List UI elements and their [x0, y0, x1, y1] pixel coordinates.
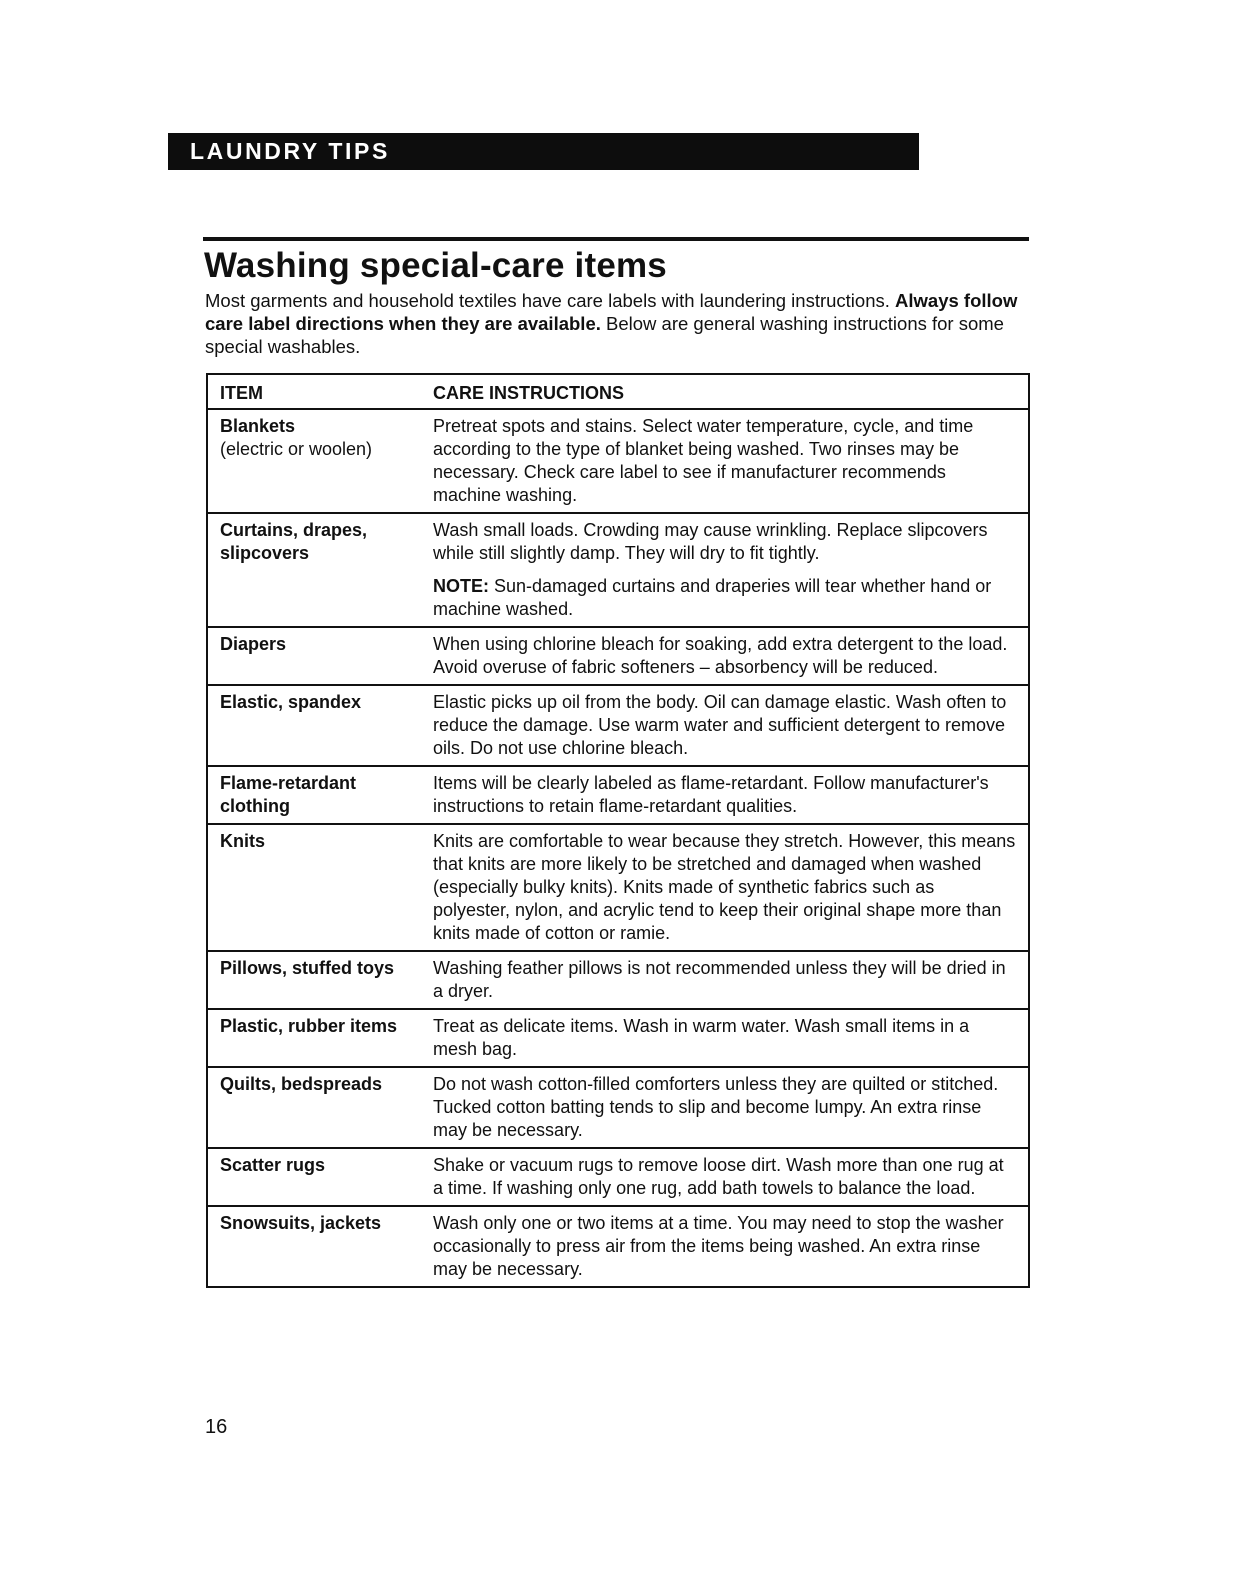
- intro-text-after: Below are general washing instructions for some special washables.: [205, 313, 1004, 357]
- care-cell: Shake or vacuum rugs to remove loose dirt. Wash more than one rug at a time. If washing only one rug, add bath towels to balance the load.: [429, 1148, 1029, 1206]
- care-cell: Elastic picks up oil from the body. Oil can damage elastic. Wash often to reduce the damage. Use warm water and sufficient detergent to remove oils. Do not use chlorine bleach.: [429, 685, 1029, 766]
- table-row: [207, 685, 1029, 766]
- care-cell: When using chlorine bleach for soaking, add extra detergent to the load. Avoid overuse of fabric softeners – absorbency will be reduced.: [429, 627, 1029, 685]
- care-instructions-table: [206, 373, 1030, 1288]
- item-cell: Elastic, spandex: [207, 685, 429, 766]
- item-cell: Plastic, rubber items: [207, 1009, 429, 1067]
- item-cell: Scatter rugs: [207, 1148, 429, 1206]
- care-cell: Pretreat spots and stains. Select water temperature, cycle, and time according to the type of blanket being washed. Two rinses may be necessary. Check care label to see if manufacturer recommends machine washing.: [429, 409, 1029, 513]
- care-text: Wash small loads. Crowding may cause wrinkling. Replace slipcovers while still slightly damp. They will dry to fit tightly.: [433, 520, 988, 563]
- table-header-row: [207, 374, 1029, 409]
- care-cell: Items will be clearly labeled as flame-retardant. Follow manufacturer's instructions to retain flame-retardant qualities.: [429, 766, 1029, 824]
- column-header-care: CARE INSTRUCTIONS: [429, 374, 1029, 409]
- item-cell: Snowsuits, jackets: [207, 1206, 429, 1287]
- table-row: [207, 513, 1029, 627]
- note: [433, 575, 1016, 621]
- table-row: [207, 824, 1029, 951]
- intro-text-before: Most garments and household textiles have care labels with laundering instructions.: [205, 290, 896, 311]
- table-row: [207, 1148, 1029, 1206]
- care-cell: Knits are comfortable to wear because they stretch. However, this means that knits are more likely to be stretched and damaged when washed (especially bulky knits). Knits made of synthetic fabrics such as polyester, nylon, and acrylic tend to keep their original shape more than knits made of cotton or ramie.: [429, 824, 1029, 951]
- table-row: [207, 627, 1029, 685]
- item-subtitle: (electric or woolen): [220, 439, 373, 459]
- intro-paragraph: [205, 289, 1027, 358]
- item-name: Blankets: [220, 416, 296, 436]
- table-row: [207, 951, 1029, 1009]
- note-label: NOTE:: [433, 576, 489, 596]
- item-cell: Curtains, drapes, slipcovers: [207, 513, 429, 627]
- intro-bold-text: Always follow care label directions when they are available.: [205, 290, 1018, 334]
- page-title: Washing special-care items: [204, 246, 667, 285]
- item-cell: [207, 409, 429, 513]
- table-row: [207, 766, 1029, 824]
- title-rule: [203, 237, 1029, 241]
- table-row: [207, 1009, 1029, 1067]
- page-number: 16: [205, 1416, 228, 1438]
- section-banner: [168, 133, 919, 170]
- table-row: [207, 1067, 1029, 1148]
- column-header-item: ITEM: [207, 374, 429, 409]
- care-cell: Washing feather pillows is not recommended unless they will be dried in a dryer.: [429, 951, 1029, 1009]
- care-cell: Do not wash cotton-filled comforters unless they are quilted or stitched. Tucked cotton batting tends to slip and become lumpy. An extra rinse may be necessary.: [429, 1067, 1029, 1148]
- note-text: Sun-damaged curtains and draperies will tear whether hand or machine washed.: [433, 576, 992, 619]
- care-cell: [429, 513, 1029, 627]
- item-cell: Flame-retardant clothing: [207, 766, 429, 824]
- item-cell: Pillows, stuffed toys: [207, 951, 429, 1009]
- item-cell: Knits: [207, 824, 429, 951]
- care-cell: Treat as delicate items. Wash in warm water. Wash small items in a mesh bag.: [429, 1009, 1029, 1067]
- table-row: [207, 1206, 1029, 1287]
- item-cell: Diapers: [207, 627, 429, 685]
- item-cell: Quilts, bedspreads: [207, 1067, 429, 1148]
- table-row: [207, 409, 1029, 513]
- section-banner-title: LAUNDRY TIPS: [190, 138, 390, 164]
- care-cell: Wash only one or two items at a time. You may need to stop the washer occasionally to press air from the items being washed. An extra rinse may be necessary.: [429, 1206, 1029, 1287]
